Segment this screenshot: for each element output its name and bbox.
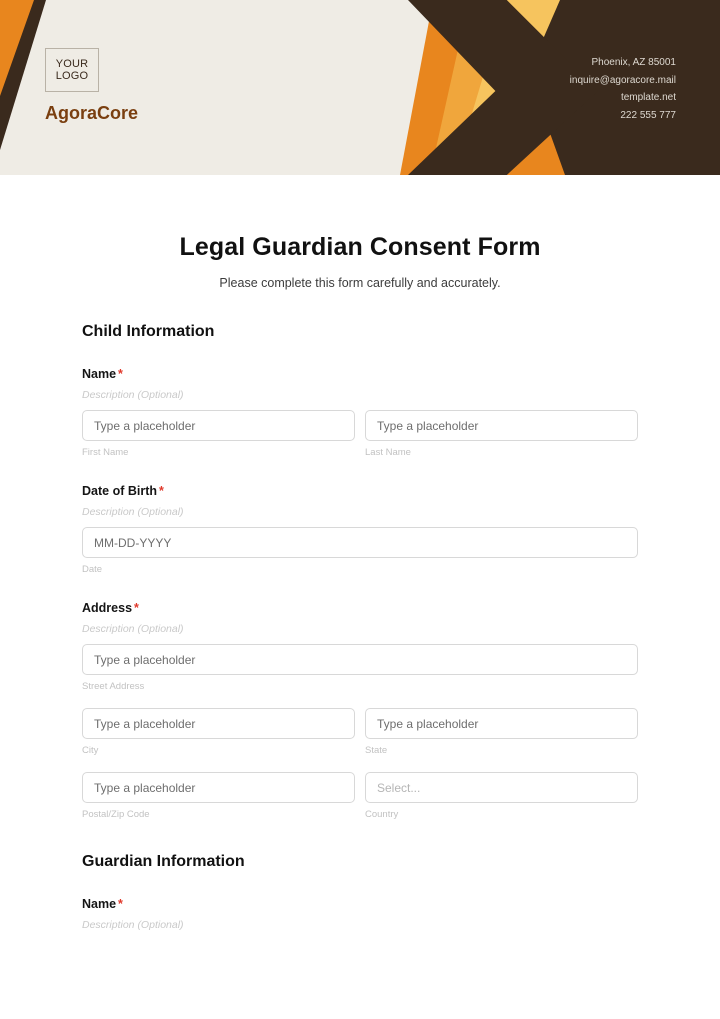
section-heading-child-information: Child Information	[82, 323, 215, 340]
field-row-street	[82, 644, 638, 692]
required-marker: *	[118, 367, 123, 381]
sublabel-last-name: Last Name	[365, 447, 411, 458]
field-col-state	[365, 708, 638, 756]
section-heading-guardian-information: Guardian Information	[82, 853, 245, 870]
field-child-address	[82, 601, 638, 820]
field-col-country	[365, 772, 638, 820]
contact-website: template.net	[620, 92, 676, 103]
field-row	[82, 410, 638, 458]
field-col-street	[82, 644, 638, 692]
logo-line-1: YOUR	[55, 57, 89, 70]
field-description-guardian-name: Description (Optional)	[82, 919, 184, 931]
child-postal-code-input[interactable]	[82, 772, 355, 803]
child-first-name-input[interactable]	[82, 410, 355, 441]
contact-email: inquire@agoracore.mail	[569, 74, 676, 86]
field-row-postal-country	[82, 772, 638, 820]
page-header	[0, 0, 720, 175]
field-guardian-name	[82, 897, 638, 931]
field-col-dob	[82, 527, 638, 575]
field-label-child-address	[82, 601, 638, 615]
field-label-guardian-name	[82, 897, 638, 911]
sublabel-dob: Date	[82, 564, 103, 575]
sublabel-country: Country	[365, 809, 399, 820]
field-description-child-name: Description (Optional)	[82, 389, 184, 401]
sublabel-first-name: First Name	[82, 447, 129, 458]
label-text: Address	[82, 601, 133, 615]
child-street-address-input[interactable]	[82, 644, 638, 675]
contact-phone: 222 555 777	[620, 109, 676, 121]
field-col-first-name	[82, 410, 355, 458]
child-city-input[interactable]	[82, 708, 355, 739]
contact-block	[570, 54, 676, 124]
child-last-name-input[interactable]	[365, 410, 638, 441]
field-description-child-dob: Description (Optional)	[82, 506, 184, 518]
field-row-city-state	[82, 708, 638, 756]
label-text: Date of Birth	[82, 484, 157, 498]
required-marker: *	[159, 484, 164, 498]
field-col-city	[82, 708, 355, 756]
field-row	[82, 527, 638, 575]
logo-placeholder	[45, 48, 99, 92]
page-title: Legal Guardian Consent Form	[179, 233, 541, 261]
child-dob-input[interactable]	[82, 527, 638, 558]
field-child-name	[82, 367, 638, 458]
brand-name: AgoraCore	[45, 103, 139, 123]
contact-address: Phoenix, AZ 85001	[591, 57, 676, 68]
sublabel-postal-code: Postal/Zip Code	[82, 809, 150, 820]
form-body	[0, 233, 720, 931]
child-state-input[interactable]	[365, 708, 638, 739]
logo-line-2: LOGO	[55, 70, 89, 82]
sublabel-state: State	[365, 745, 388, 756]
child-country-select[interactable]	[365, 772, 638, 803]
field-col-postal	[82, 772, 355, 820]
sublabel-city: City	[82, 745, 99, 756]
page-subtitle: Please complete this form carefully and accurately.	[219, 276, 501, 290]
field-child-date-of-birth	[82, 484, 638, 575]
required-marker: *	[118, 897, 123, 911]
label-text: Name	[82, 367, 117, 381]
field-label-child-dob	[82, 484, 638, 498]
label-text: Name	[82, 897, 117, 911]
field-col-last-name	[365, 410, 638, 458]
sublabel-street-address: Street Address	[82, 681, 145, 692]
field-label-child-name	[82, 367, 638, 381]
required-marker: *	[134, 601, 139, 615]
field-description-child-address: Description (Optional)	[82, 623, 184, 635]
